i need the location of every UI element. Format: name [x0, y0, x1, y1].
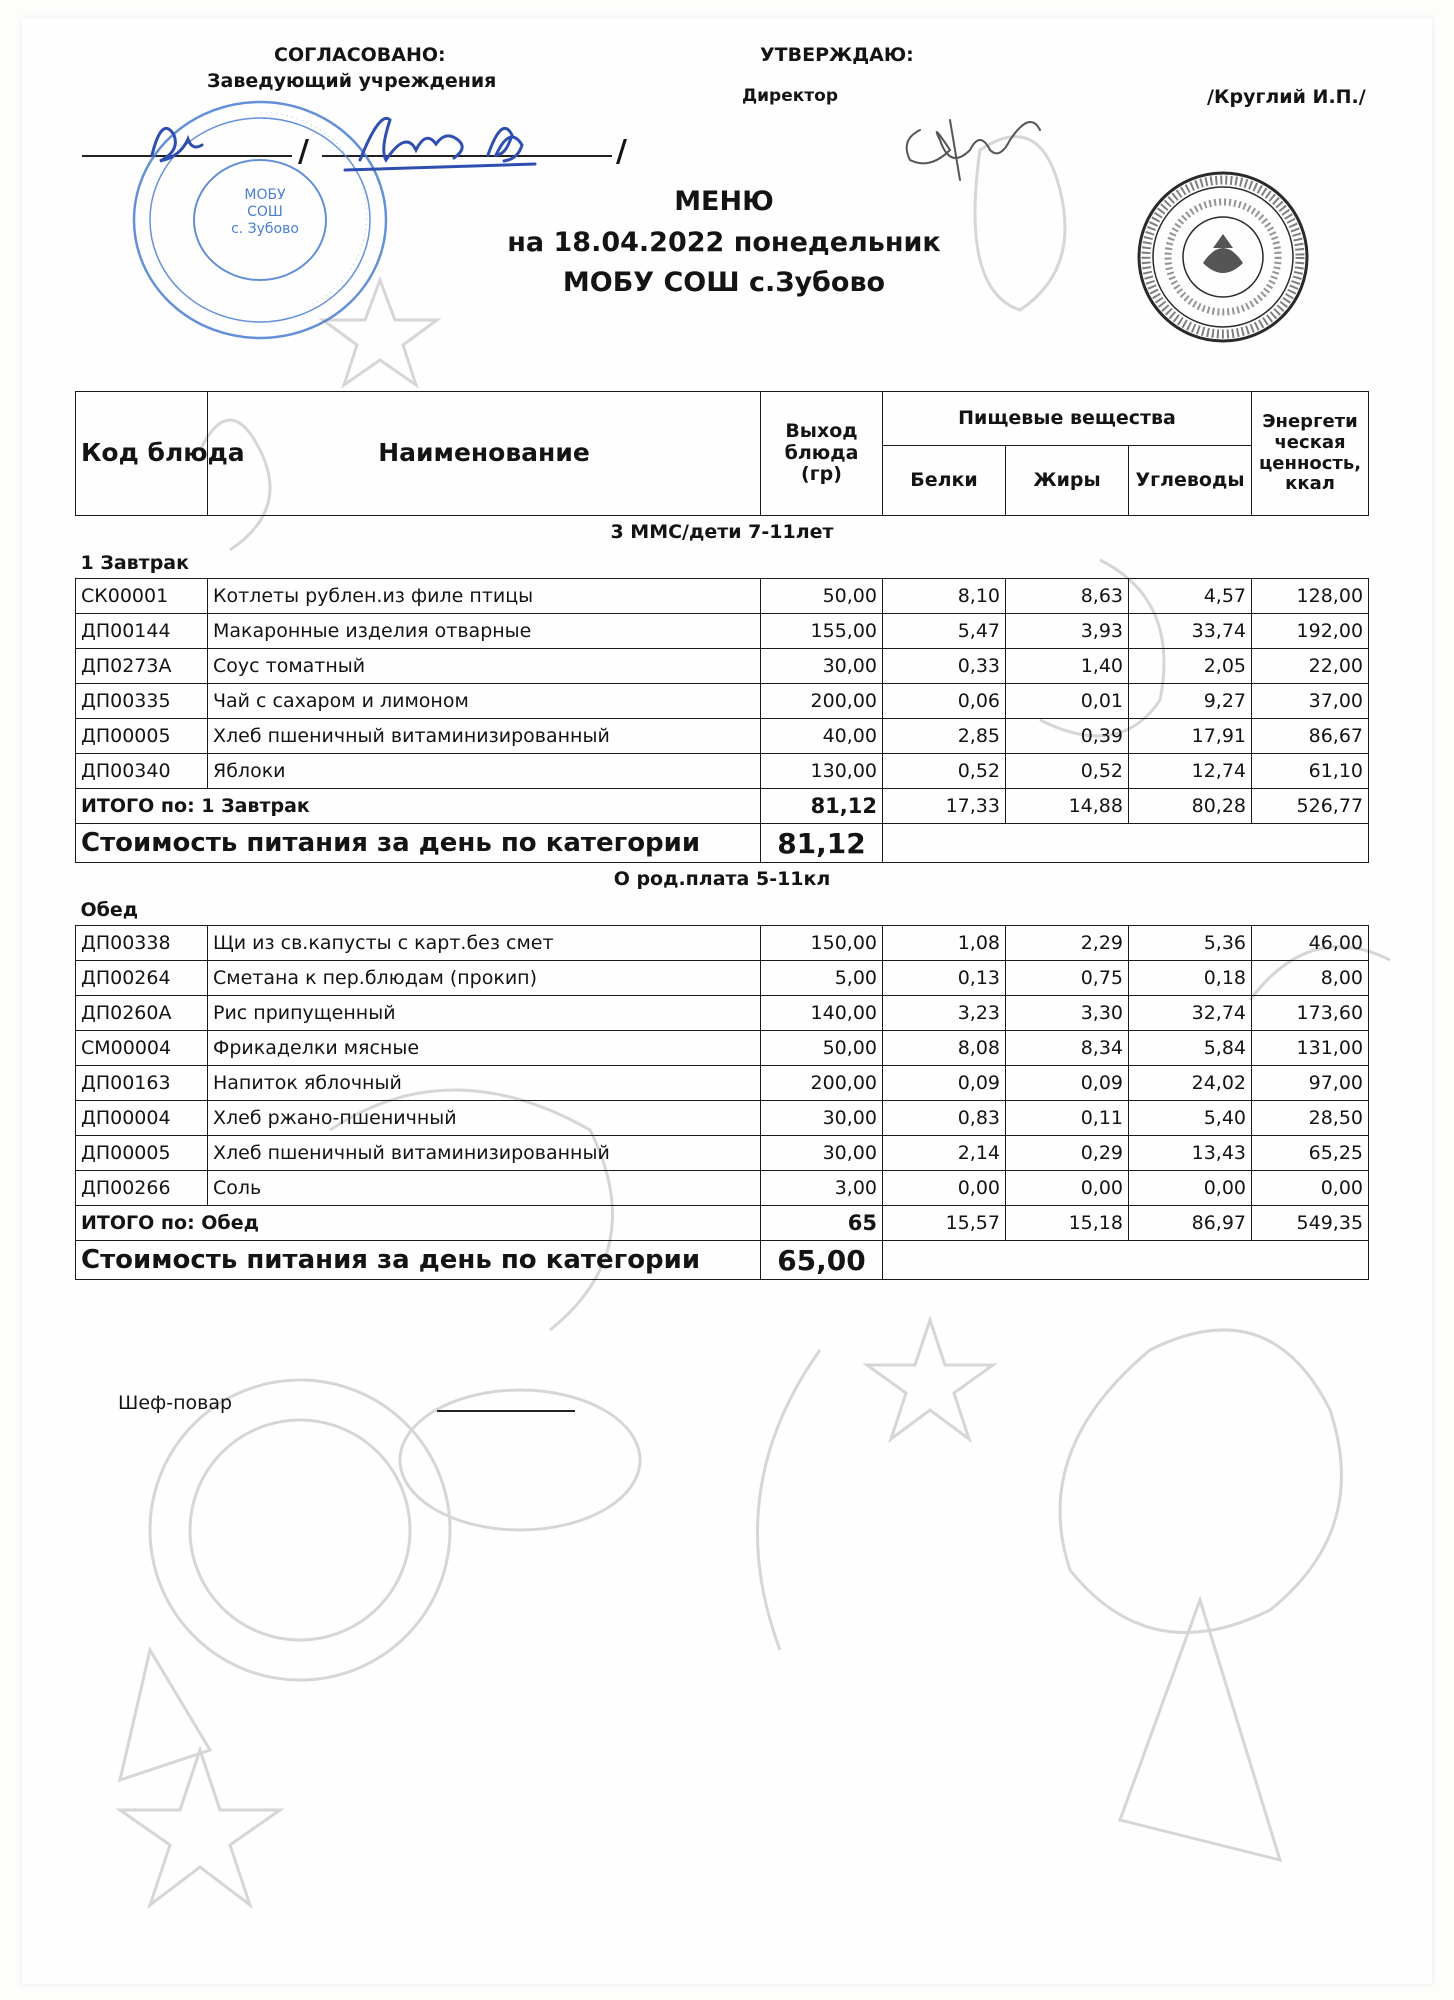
cell-carbs: 5,40	[1129, 1101, 1252, 1136]
cost-row	[76, 824, 1369, 863]
cell-name: Соль	[208, 1171, 761, 1206]
cell-carbs: 24,02	[1129, 1066, 1252, 1101]
confirm-title: УТВЕРЖДАЮ:	[760, 44, 914, 66]
column-header-fats: Жиры	[1006, 446, 1129, 516]
cell-code: ДП00335	[76, 684, 208, 719]
table-row	[76, 719, 1369, 754]
cell-code: СМ00004	[76, 1031, 208, 1066]
cost-filler	[883, 1241, 1369, 1280]
cell-fats: 3,93	[1006, 614, 1129, 649]
cell-fats: 2,29	[1006, 926, 1129, 961]
cell-proteins: 1,08	[883, 926, 1006, 961]
cell-code: ДП00004	[76, 1101, 208, 1136]
cell-name: Напиток яблочный	[208, 1066, 761, 1101]
cell-name: Сметана к пер.блюдам (прокип)	[208, 961, 761, 996]
cell-carbs: 13,43	[1129, 1136, 1252, 1171]
chef-label: Шеф-повар	[118, 1392, 233, 1414]
cell-carbs: 32,74	[1129, 996, 1252, 1031]
cell-energy: 192,00	[1252, 614, 1369, 649]
cell-yield: 130,00	[761, 754, 883, 789]
table-row	[76, 649, 1369, 684]
cost-value: 81,12	[761, 824, 883, 863]
cell-fats: 0,52	[1006, 754, 1129, 789]
cell-yield: 40,00	[761, 719, 883, 754]
cell-energy: 128,00	[1252, 579, 1369, 614]
cell-energy: 131,00	[1252, 1031, 1369, 1066]
cost-row	[76, 1241, 1369, 1280]
cell-carbs: 5,84	[1129, 1031, 1252, 1066]
menu-date: на 18.04.2022 понедельник	[507, 227, 941, 258]
total-label: ИТОГО по: Обед	[76, 1206, 761, 1241]
total-carbs: 86,97	[1129, 1206, 1252, 1241]
cell-name: Фрикаделки мясные	[208, 1031, 761, 1066]
cell-yield: 200,00	[761, 1066, 883, 1101]
total-yield: 65	[761, 1206, 883, 1241]
table-row	[76, 579, 1369, 614]
signature-slash-2: /	[616, 134, 627, 169]
total-proteins: 17,33	[883, 789, 1006, 824]
cell-proteins: 8,08	[883, 1031, 1006, 1066]
meal-row	[76, 895, 1369, 926]
cell-yield: 30,00	[761, 1136, 883, 1171]
cell-energy: 61,10	[1252, 754, 1369, 789]
cell-proteins: 0,06	[883, 684, 1006, 719]
cell-fats: 0,39	[1006, 719, 1129, 754]
column-header-nutrients: Пищевые вещества	[883, 392, 1252, 446]
category-label: 3 ММС/дети 7-11лет	[610, 521, 834, 543]
cell-proteins: 3,23	[883, 996, 1006, 1031]
total-proteins: 15,57	[883, 1206, 1006, 1241]
stamp-text-line2: СОШ	[247, 204, 283, 220]
cell-code: ДП00163	[76, 1066, 208, 1101]
menu-school: МОБУ СОШ с.Зубово	[562, 267, 886, 298]
cell-fats: 0,11	[1006, 1101, 1129, 1136]
total-label: ИТОГО по: 1 Завтрак	[76, 789, 761, 824]
cell-proteins: 5,47	[883, 614, 1006, 649]
cost-filler	[883, 824, 1369, 863]
cell-energy: 22,00	[1252, 649, 1369, 684]
table-row	[76, 614, 1369, 649]
cell-fats: 0,01	[1006, 684, 1129, 719]
director-signature-icon	[890, 100, 1050, 190]
director-name: /Круглий И.П./	[1207, 86, 1366, 108]
cell-energy: 173,60	[1252, 996, 1369, 1031]
cell-carbs: 12,74	[1129, 754, 1252, 789]
cell-code: СК00001	[76, 579, 208, 614]
cell-name: Котлеты рублен.из филе птицы	[208, 579, 761, 614]
cell-carbs: 0,00	[1129, 1171, 1252, 1206]
cell-yield: 5,00	[761, 961, 883, 996]
table-row	[76, 754, 1369, 789]
cell-yield: 200,00	[761, 684, 883, 719]
cell-name: Рис припущенный	[208, 996, 761, 1031]
cell-energy: 97,00	[1252, 1066, 1369, 1101]
cell-proteins: 2,14	[883, 1136, 1006, 1171]
table-row	[76, 1031, 1369, 1066]
cell-fats: 3,30	[1006, 996, 1129, 1031]
cell-proteins: 0,33	[883, 649, 1006, 684]
cell-yield: 30,00	[761, 649, 883, 684]
cell-yield: 30,00	[761, 1101, 883, 1136]
cell-name: Щи из св.капусты с карт.без смет	[208, 926, 761, 961]
table-row	[76, 1171, 1369, 1206]
cell-name: Хлеб пшеничный витаминизированный	[208, 719, 761, 754]
svg-text:· · · · · · · · · · · · · · ·: · · · · · · · · · · · · · · · · · · · · · · · · · · · · · · · · · · · · · · · · · · · · · · · · · · · · · ·	[259, 107, 371, 311]
total-row	[76, 789, 1369, 824]
cell-yield: 150,00	[761, 926, 883, 961]
head-of-institution-role: Заведующий учреждения	[207, 70, 497, 92]
menu-title: МЕНЮ	[674, 186, 774, 217]
stamp-text-line3: с. Зубово	[231, 221, 299, 237]
cell-fats: 0,09	[1006, 1066, 1129, 1101]
cell-name: Яблоки	[208, 754, 761, 789]
cell-carbs: 2,05	[1129, 649, 1252, 684]
category-label: О род.плата 5-11кл	[613, 868, 831, 890]
cell-name: Макаронные изделия отварные	[208, 614, 761, 649]
cell-code: ДП00144	[76, 614, 208, 649]
meal-label: 1 Завтрак	[80, 552, 190, 574]
total-carbs: 80,28	[1129, 789, 1252, 824]
cell-name: Соус томатный	[208, 649, 761, 684]
cost-value: 65,00	[761, 1241, 883, 1280]
cell-yield: 50,00	[761, 579, 883, 614]
total-row	[76, 1206, 1369, 1241]
cell-fats: 8,34	[1006, 1031, 1129, 1066]
stamp-text-line1: МОБУ	[244, 187, 286, 203]
director-role: Директор	[742, 86, 838, 106]
chef-signature-line	[437, 1410, 575, 1412]
cell-carbs: 0,18	[1129, 961, 1252, 996]
cell-carbs: 17,91	[1129, 719, 1252, 754]
cell-energy: 65,25	[1252, 1136, 1369, 1171]
cell-carbs: 5,36	[1129, 926, 1252, 961]
table-row	[76, 684, 1369, 719]
cell-yield: 140,00	[761, 996, 883, 1031]
cell-carbs: 9,27	[1129, 684, 1252, 719]
column-header-name: Наименование	[208, 392, 761, 516]
cell-proteins: 8,10	[883, 579, 1006, 614]
cell-yield: 50,00	[761, 1031, 883, 1066]
cell-fats: 0,00	[1006, 1171, 1129, 1206]
column-header-proteins: Белки	[883, 446, 1006, 516]
cell-carbs: 4,57	[1129, 579, 1252, 614]
cell-proteins: 0,52	[883, 754, 1006, 789]
table-row	[76, 996, 1369, 1031]
cell-code: ДП0273А	[76, 649, 208, 684]
category-row	[76, 863, 1369, 896]
table-row	[76, 926, 1369, 961]
total-yield: 81,12	[761, 789, 883, 824]
total-fats: 14,88	[1006, 789, 1129, 824]
column-header-carbs: Углеводы	[1129, 446, 1252, 516]
approved-title: СОГЛАСОВАНО:	[274, 44, 446, 66]
table-row	[76, 1101, 1369, 1136]
cell-code: ДП0260А	[76, 996, 208, 1031]
cell-name: Хлеб ржано-пшеничный	[208, 1101, 761, 1136]
menu-table-body	[76, 516, 1369, 1280]
cell-proteins: 0,00	[883, 1171, 1006, 1206]
cell-fats: 1,40	[1006, 649, 1129, 684]
cell-fats: 0,75	[1006, 961, 1129, 996]
meal-label: Обед	[80, 899, 139, 921]
signature-slash-1: /	[298, 134, 309, 169]
cell-proteins: 2,85	[883, 719, 1006, 754]
cell-code: ДП00338	[76, 926, 208, 961]
table-row	[76, 961, 1369, 996]
cell-energy: 0,00	[1252, 1171, 1369, 1206]
total-energy: 526,77	[1252, 789, 1369, 824]
cell-code: ДП00005	[76, 719, 208, 754]
total-energy: 549,35	[1252, 1206, 1369, 1241]
cost-label: Стоимость питания за день по категории	[76, 824, 761, 863]
cell-fats: 0,29	[1006, 1136, 1129, 1171]
cell-code: ДП00340	[76, 754, 208, 789]
cell-energy: 28,50	[1252, 1101, 1369, 1136]
menu-table	[75, 391, 1369, 1280]
cell-name: Чай с сахаром и лимоном	[208, 684, 761, 719]
cell-yield: 155,00	[761, 614, 883, 649]
cell-energy: 8,00	[1252, 961, 1369, 996]
cell-carbs: 33,74	[1129, 614, 1252, 649]
cell-energy: 46,00	[1252, 926, 1369, 961]
cost-label: Стоимость питания за день по категории	[76, 1241, 761, 1280]
cell-code: ДП00266	[76, 1171, 208, 1206]
cell-energy: 86,67	[1252, 719, 1369, 754]
cell-energy: 37,00	[1252, 684, 1369, 719]
cell-code: ДП00005	[76, 1136, 208, 1171]
meal-row	[76, 548, 1369, 579]
column-header-energy: Энергети ческая ценность, ккал	[1252, 392, 1369, 516]
column-header-yield: Выход блюда (гр)	[761, 392, 883, 516]
cell-proteins: 0,09	[883, 1066, 1006, 1101]
column-header-code: Код блюда	[76, 392, 208, 516]
cell-proteins: 0,13	[883, 961, 1006, 996]
cell-fats: 8,63	[1006, 579, 1129, 614]
cell-proteins: 0,83	[883, 1101, 1006, 1136]
table-row	[76, 1136, 1369, 1171]
head-signature-icon	[140, 110, 620, 180]
cell-name: Хлеб пшеничный витаминизированный	[208, 1136, 761, 1171]
cell-code: ДП00264	[76, 961, 208, 996]
category-row	[76, 516, 1369, 549]
total-fats: 15,18	[1006, 1206, 1129, 1241]
table-row	[76, 1066, 1369, 1101]
cell-yield: 3,00	[761, 1171, 883, 1206]
